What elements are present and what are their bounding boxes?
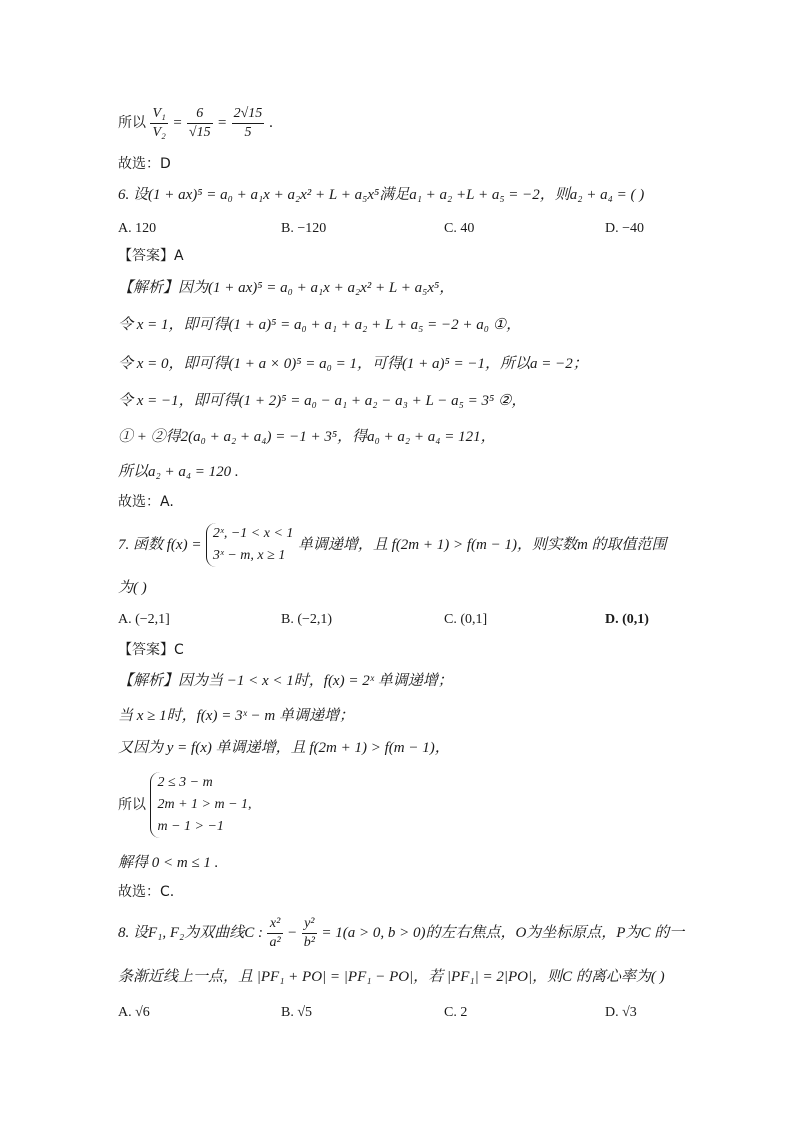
q6-answer: 【答案】A	[118, 248, 184, 264]
q6-solution-4: 令 x = −1，即可得(1 + 2)⁵ = a₀ − a₁ + a₂ − a₃ + L − a₅ = 3⁵ ②，	[118, 393, 527, 409]
q6-stem: 6. 设(1 + ax)⁵ = a₀ + a₁x + a₂x² + L + a₅x⁵满足a₁ + a₂ +L + a₅ = −2，则a₂ + a₄ = ( )	[118, 187, 645, 203]
q6-option-c: C. 40	[444, 221, 475, 236]
q8-option-d: D. √3	[605, 1005, 637, 1020]
q7-system: 所以 2 ≤ 3 − m 2m + 1 > m − 1, m − 1 > −1	[118, 770, 252, 840]
q6-option-b: B. −120	[281, 221, 327, 236]
prefix-text: 所以	[118, 115, 146, 131]
q7-piecewise: 2ˣ, −1 < x < 1 3ˣ − m, x ≥ 1	[206, 523, 294, 567]
q6-solution-2: 令 x = 1，即可得(1 + a)⁵ = a₀ + a₁ + a₂ + L + a₅ = −2 + a₀ ①，	[118, 317, 522, 333]
q6-solution-1: 【解析】因为(1 + ax)⁵ = a₀ + a₁x + a₂x² + L + a₅x⁵，	[118, 280, 455, 296]
top-choice: 故选：D	[118, 156, 171, 172]
q6-solution-3: 令 x = 0，即可得(1 + a × 0)⁵ = a₀ = 1，可得(1 + a)⁵ = −1，所以a = −2；	[118, 356, 588, 372]
q7-stem: 7. 函数 f(x) = 2ˣ, −1 < x < 1 3ˣ − m, x ≥ 1 单调递增，且 f(2m + 1) > f(m − 1)，则实数m 的取值范围	[118, 522, 667, 568]
q6-option-d: D. −40	[605, 221, 645, 236]
q7-option-d: D. (0,1)	[605, 612, 649, 627]
q8-option-c: C. 2	[444, 1005, 468, 1020]
q6-solution-6: 所以a₂ + a₄ = 120 .	[118, 464, 239, 480]
q8-option-a: A. √6	[118, 1005, 150, 1020]
volume-ratio-line: 所以 $\frac{\text{V₁}}{\text{V₂}}$ = $\frac{6}{√15}$ = $\frac{2√15}{5}$ .	[118, 105, 274, 140]
q7-option-a: A. (−2,1]	[118, 612, 170, 627]
fraction-v1-v2: $\frac{\text{V₁}}{\text{V₂}}$	[152, 105, 166, 140]
fraction-6-sqrt15: $\frac{6}{√15}$	[188, 105, 211, 140]
q6-solution-5: ① + ②得2(a₀ + a₂ + a₄) = −1 + 3⁵，得a₀ + a₂ + a₄ = 121，	[118, 429, 496, 445]
q7-solution-3: 又因为 y = f(x) 单调递增，且 f(2m + 1) > f(m − 1)，	[118, 740, 450, 756]
q6-options	[118, 218, 678, 240]
fraction-y2-b2: $\frac{\text{y²}}{\text{b²}}$	[303, 915, 315, 950]
q7-stem-line2: 为( )	[118, 580, 147, 596]
q7-inequality-system: 2 ≤ 3 − m 2m + 1 > m − 1, m − 1 > −1	[150, 772, 251, 838]
q7-choice: 故选：C.	[118, 884, 175, 900]
q7-solution-1: 【解析】因为当 −1 < x < 1时，f(x) = 2ˣ 单调递增；	[118, 673, 453, 689]
q6-choice: 故选：A.	[118, 494, 174, 510]
q7-answer: 【答案】C	[118, 642, 184, 658]
q8-options	[118, 1002, 678, 1024]
q6-option-a: A. 120	[118, 221, 157, 236]
q7-option-c: C. (0,1]	[444, 612, 488, 627]
q8-stem-2: 条渐近线上一点，且 |PF₁ + PO| = |PF₁ − PO|，若 |PF₁| = 2|PO|，则C 的离心率为( )	[118, 969, 665, 985]
fraction-x2-a2: $\frac{\text{x²}}{\text{a²}}$	[269, 915, 281, 950]
q7-solution-2: 当 x ≥ 1时，f(x) = 3ˣ − m 单调递增；	[118, 708, 355, 724]
q8-option-b: B. √5	[281, 1005, 313, 1020]
q7-option-b: B. (−2,1)	[281, 612, 333, 627]
q7-solution-4: 解得 0 < m ≤ 1 .	[118, 855, 219, 871]
q8-stem-1: 8. 设F₁, F₂为双曲线C : $\frac{\text{x²}}{\text{a²}}$ − $\frac{\text{y²}}{\text{b²}}$ = 1(a > 0, b > 0)的左右焦点，O为坐标原点，P为C 的一	[118, 915, 685, 950]
q7-options	[118, 609, 678, 631]
fraction-2sqrt15-5: $\frac{2√15}{5}$	[233, 105, 263, 140]
